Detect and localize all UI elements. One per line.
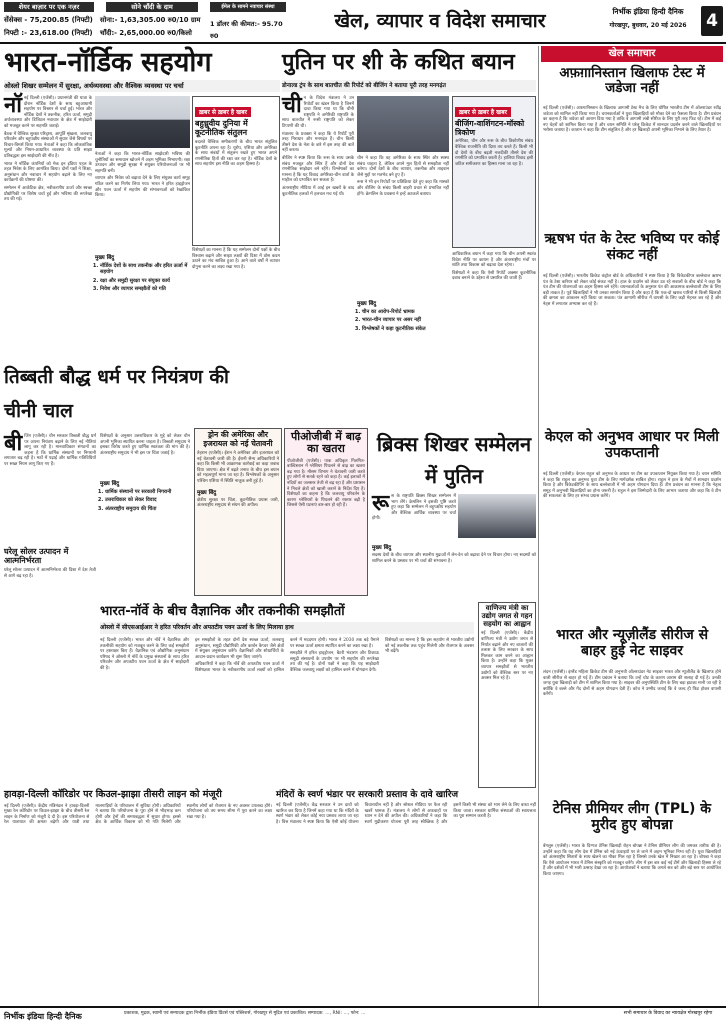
dron-points-body: क्षेत्रीय सुरक्षा पर चिंता, कूटनीतिक प्रयास जारी, अंतरराष्ट्रीय समुदाय से संयम की अपील।: [197, 497, 279, 509]
delhi-story: [4, 790, 272, 1000]
pujaiobi-headline: पीओजीबी में बाढ़ का खतरा: [290, 430, 362, 456]
lead-box-title: बहुध्रुवीय दुनिया में कूटनीतिक संतुलन: [195, 119, 248, 137]
masthead: [0, 0, 726, 44]
putin-explainer-box: [452, 96, 536, 248]
putin-points-title: मुख्य बिंदु: [357, 301, 377, 307]
sports-body-5: बेंगलुरु (एजेंसी)। भारत के दिग्गज टेनिस खिलाड़ी रोहन बोपन्ना ने टेनिस प्रीमियर लीग की जमकर तारीफ की है। उन्होंने कहा कि यह लीग देश में टेनिस को नई ऊंचाइयों पर ले जाने में अहम भूमिका निभा रही है। युवा खिलाड़ियों को अंतरराष्ट्रीय सितारों के साथ खेलने का मौका मिल रहा है जिससे उनके खेल में निखार आ रहा है। बोपन्ना ने कहा कि ऐसे आयोजन भारत में टेनिस संस्कृति को मजबूत करेंगे। लीग में इस बार कई नई टीमें और खिलाड़ी हिस्सा ले रहे हैं और दर्शकों में भी भारी उत्साह देखा जा रहा है। आयोजकों ने बताया कि अगले सत्र को और बड़े स्तर पर आयोजित किया जाएगा।: [543, 844, 722, 877]
brics-points-title: मुख्य बिंदु: [372, 545, 392, 551]
temple-headline: मंदिरों के स्वर्ण भंडार पर सरकारी प्रस्ताव के दावे खारिज: [276, 790, 459, 800]
footer-jurisdiction: सभी समाचार के विवाद का न्यायक्षेत्र गोरखपुर रहेगा: [623, 1011, 713, 1016]
putin-points-list: [357, 309, 449, 332]
lead-box-tag: ख़बर से ख़बर है खबर: [195, 107, 251, 117]
delhi-headline: हावड़ा-दिल्ली कॉरिडोर पर किउल-झाझा तीसरी लाइन को मंजूरी: [4, 789, 222, 800]
dateline: गोरखपुर, बुधवार, 20 मई 2026: [609, 22, 687, 29]
india-norway-headline: भारत-नॉर्वे के बीच वैज्ञानिक और तकनीकी समझौतों: [100, 604, 345, 619]
lead-explainer-box: [192, 96, 280, 246]
list-item: 1. चीन का आरोप-रिपोर्ट भ्रामक: [362, 309, 449, 315]
lead-body-2: नेताओं ने कहा कि भारत-नॉर्डिक साझेदारी भविष्य की चुनौतियों का समाधान खोजने में अहम भूमिका निभाएगी। रक्षा उत्पादन और समुद्री सुरक्षा में संयुक्त परियोजनाओं पर भी सहमति बनी। व्यापार और निवेश को बढ़ावा देने के लिए संयुक्त कार्य समूह गठित करने का निर्णय लिया गया। भारत ने हरित हाइड्रोजन और पवन ऊर्जा में सहयोग की संभावनाओं को रेखांकित किया।: [95, 152, 190, 199]
brics-photo: [458, 494, 536, 538]
dollar-price: 1 डॉलर की कीमत:- 95.70 रु0: [210, 20, 283, 40]
lead-headline: भारत-नॉर्डिक सहयोग: [4, 47, 212, 78]
list-item: 3. निवेश और व्यापार समझौतों को गति: [100, 286, 190, 292]
putin-points-box: [357, 296, 449, 354]
lead-box-body: बदलते वैश्विक समीकरणों के बीच भारत संतुलित कूटनीति अपना रहा है। यूरोप, एशिया और अमेरिका के साथ संबंधों में संतुलन रखते हुए भारत अपने रणनीतिक हितों की रक्षा कर रहा है। नॉर्डिक देशों के साथ सहयोग इस नीति का अहम हिस्सा है।: [195, 139, 277, 168]
section-title: खेल, व्यापार व विदेश समाचार: [334, 10, 546, 32]
sports-body-3: नई दिल्ली (एजेंसी)। केएल राहुल को अनुभव के आधार पर टीम का उपकप्तान नियुक्त किया गया है। चयन समिति ने कहा कि राहुल का अनुभव युवा टीम के लिए मार्गदर्शक साबित होगा। राहुल ने हाल के मैचों में शानदार प्रदर्शन किया है और विकेटकीपिंग के साथ बल्लेबाजी में भी अहम योगदान दिया है। टीम प्रबंधन का मानना है कि नेतृत्व समूह में अनुभवी खिलाड़ियों का होना जरूरी है। राहुल ने इस जिम्मेदारी के लिए आभार जताया और कहा कि वे टीम की सफलता के लिए हर संभव प्रयास करेंगे।: [543, 472, 721, 500]
putin-box-tag: ख़बर से ख़बर है खबर: [455, 107, 511, 117]
sports-headline-1: अफ़ग़ानिस्तान खिलाफ टेस्ट में जडेजा नहीं: [559, 65, 705, 97]
trade-headline: वाणिज्य मंत्री का उद्योग जगत से गहन सहयोग का आह्वान: [481, 604, 533, 628]
pujaiobi-body: पीओजीबी (एजेंसी)। पाक अधिकृत गिलगित-बाल्टिस्तान में ग्लेशियर पिघलने से बाढ़ का खतरा बढ़ गया है। मौसम विभाग ने चेतावनी जारी करते हुए लोगों से सतर्क रहने को कहा है। कई इलाकों में नदियों का जलस्तर तेजी से बढ़ रहा है और प्रशासन ने निचले क्षेत्रों को खाली कराने के निर्देश दिए हैं। विशेषज्ञों का कहना है कि जलवायु परिवर्तन के कारण ग्लेशियरों के पिघलने की रफ्तार बढ़ी है जिससे ऐसी घटनाएं बार-बार हो रही हैं।: [287, 458, 365, 509]
sports-body-2: नई दिल्ली (एजेंसी)। भारतीय क्रिकेट कंट्रोल बोर्ड के अधिकारियों ने स्पष्ट किया है कि विकेटकीपर बल्लेबाज ऋषभ पंत के टेस्ट करियर को लेकर कोई संकट नहीं है। हाल के प्रदर्शन को लेकर उठ रहे सवालों के बीच बोर्ड ने कहा कि पंत टीम की योजनाओं का अहम हिस्सा बने रहेंगे। चयनकर्ताओं के अनुसार पंत की आक्रामक बल्लेबाजी टीम के लिए बड़ी ताकत है। पूर्व खिलाड़ियों ने भी उनका समर्थन किया है और कहा है कि एक-दो खराब पारियों से किसी खिलाड़ी की क्षमता का आकलन नहीं किया जा सकता। पंत आगामी सीरीज में वापसी के लिए कड़ी मेहनत कर रहे हैं और नेट्स में लगातार अभ्यास कर रहे हैं।: [543, 274, 721, 307]
putin-body-1: चीन के विदेश मंत्रालय ने उन रिपोर्टों का खंडन किया है जिनमें दावा किया गया था कि चीनी राष्ट्रपति ने अमेरिकी राष्ट्रपति के साथ बातचीत में रूसी राष्ट्रपति को लेकर टिप्पणी की थी। मंत्रालय के प्रवक्ता ने कहा कि ये रिपोर्टें पूरी तरह निराधार और मनगढ़ंत हैं। चीन किसी तीसरे देश के नेता के बारे में इस तरह की बातें नहीं करता। बीजिंग ने स्पष्ट किया कि रूस के साथ उसके संबंध मजबूत और स्थिर हैं और दोनों देश रणनीतिक साझेदार बने रहेंगे। विश्लेषकों का मानना है कि यह विवाद अमेरिका-चीन वार्ता के माहौल को प्रभावित कर सकता है। अंतरराष्ट्रीय मीडिया में आई इन खबरों के बाद कूटनीतिक हलकों में हलचल मच गई थी।: [282, 92, 354, 197]
putin-box-body: अमेरिका, चीन और रूस के बीच त्रिकोणीय संबंध वैश्विक राजनीति की दिशा तय करते हैं। किसी भी दो देशों के बीच बढ़ती नजदीकी तीसरे देश की रणनीति को प्रभावित करती है। हालिया विवाद इसी जटिल समीकरण का हिस्सा माना जा रहा है।: [455, 139, 533, 167]
lead-points-list: [95, 263, 190, 293]
india-norway-subheadline: ओस्लो में सीएसआईआर ने हरित परिवर्तन और अपतटीय पवन ऊर्जा के लिए मिलाया हाथ: [100, 622, 474, 634]
brics-points-box: [372, 540, 536, 596]
sports-headline-3: केएल को अनुभव आधार पर मिली उपकप्तानी: [545, 429, 719, 461]
brics-points-body: सदस्य देशों के बीच व्यापार और स्थानीय मुद्राओं में लेन-देन को बढ़ावा देने पर विचार होगा। नए सदस्यों को शामिल करने के प्रस्ताव पर भी चर्चा की संभावना है।: [372, 553, 536, 564]
list-item: 3. विश्लेषकों ने कहा कूटनीतिक संकेत: [362, 326, 449, 332]
paper-name: निर्भीक इंडिया हिन्दी दैनिक: [612, 7, 684, 16]
sensex-value: सेंसेक्स - 75,200.85 (निफ्टी): [4, 16, 93, 24]
epaper-title: ईमेल के सामने नवाचार संस्था: [210, 2, 286, 12]
dron-points-title: मुख्य बिंदु: [197, 489, 217, 496]
solar-story: [4, 548, 96, 608]
delhi-body: नई दिल्ली (एजेंसी)। केंद्रीय मंत्रिमंडल ने हावड़ा-दिल्ली मुख्य रेल कॉरिडोर पर किउल-झाझा के बीच तीसरी रेल लाइन के निर्माण को मंजूरी दे दी है। इस परियोजना से रेल यातायात की क्षमता बढ़ेगी और यात्री तथा मालगाड़ियों के परिचालन में सुविधा होगी। अधिकारियों ने बताया कि परियोजना के पूरा होने से भीड़भाड़ कम होगी और ट्रेनों की समयबद्धता में सुधार होगा। इससे क्षेत्र के आर्थिक विकास को भी गति मिलेगी और स्थानीय लोगों को रोजगार के नए अवसर उपलब्ध होंगे। परियोजना को तय समय सीमा में पूरा करने का लक्ष्य रखा गया है।: [4, 803, 272, 826]
sports-body-4: लंदन (एजेंसी)। इंग्लैंड महिला क्रिकेट टीम की अनुभवी ऑलराउंडर नेट साइवर भारत और न्यूजीलैंड के खिलाफ होने वाली सीरीज से बाहर हो गई हैं। टीम प्रबंधन ने बताया कि उन्हें चोट के कारण आराम की सलाह दी गई है। उनकी जगह युवा खिलाड़ी को टीम में शामिल किया गया है। साइवर की अनुपस्थिति टीम के लिए बड़ा झटका मानी जा रही है क्योंकि वे बल्ले और गेंद दोनों से अहम योगदान देती हैं। कोच ने उम्मीद जताई कि वे जल्द ही फिट होकर वापसी करेंगी।: [543, 670, 722, 698]
silver-price: चाँदी:- 2,65,000.00 रु0/किलो: [100, 29, 192, 37]
list-item: 3. अंतरराष्ट्रीय समुदाय की चिंता: [105, 506, 190, 512]
tibet-points-title: मुख्य बिंदु: [100, 481, 120, 487]
pujaiobi-box: [284, 428, 368, 596]
brics-body-1: रूस के राष्ट्रपति ब्रिक्स शिखर सम्मेलन में भाग लेंगे। क्रेमलिन ने इसकी पुष्टि करते हुए कहा कि सम्मेलन में बहुपक्षीय सहयोग और वैश्विक आर्थिक व्यवस्था पर चर्चा होगी।: [372, 490, 456, 522]
putin-headline: पुतिन पर शी के कथित बयान: [282, 50, 515, 75]
page-number: 4: [701, 6, 723, 36]
brics-headline: ब्रिक्स शिखर सम्मेलन में पुतिन: [376, 432, 532, 488]
gold-title: सोने चाँदी के दाम: [106, 2, 198, 12]
tibet-body-2: विशेषज्ञों के अनुसार उत्तराधिकार के मुद्दे को लेकर चीन अपनी भूमिका स्थापित करना चाहता है। तिब्बती समुदाय ने इसका विरोध करते हुए धार्मिक स्वतंत्रता की मांग की है। अंतरराष्ट्रीय समुदाय ने भी इस पर चिंता जताई है।: [100, 434, 190, 456]
lead-summit-photo: [95, 96, 190, 148]
list-item: 2. भारत-चीन व्यापार पर असर नहीं: [362, 317, 449, 323]
sports-headline-5: टेनिस प्रीमियर लीग (TPL) के मुरीद हुए बोपन्ना: [552, 801, 712, 833]
sports-headline-4: भारत और न्यूज़ीलैंड सीरीज से बाहर हुई नेट साइवर: [555, 627, 709, 659]
footer: [0, 1006, 726, 1024]
gold-price: सोना:- 1,63,305.00 रु0/10 ग्राम: [100, 16, 201, 24]
solar-body: घरेलू सोलर उत्पादन में आत्मनिर्भरता की दिशा में देश तेजी से आगे बढ़ रहा है।: [4, 567, 96, 579]
dron-body: तेहरान (एजेंसी)। ईरान ने अमेरिका और इजरायल को नई चेतावनी जारी की है। ईरानी सैन्य अधिकारियों ने कहा कि किसी भी आक्रामक कार्रवाई का कड़ा जवाब दिया जाएगा। क्षेत्र में बढ़ते तनाव के बीच इस बयान को महत्वपूर्ण माना जा रहा है। विश्लेषकों के अनुसार पश्चिम एशिया में स्थिति नाजुक बनी हुई है।: [197, 451, 279, 484]
trade-body: नई दिल्ली (एजेंसी)। केंद्रीय वाणिज्य मंत्री ने उद्योग जगत से निर्यात बढ़ाने और नए बाजारों की तलाश के लिए सरकार के साथ मिलकर काम करने का आह्वान किया है। उन्होंने कहा कि मुक्त व्यापार समझौतों से भारतीय उद्योगों को वैश्विक स्तर पर नए अवसर मिल रहे हैं।: [481, 631, 533, 682]
lead-points-box: [95, 250, 190, 354]
sports-column: [538, 46, 724, 1006]
tibet-points-list: [100, 489, 190, 512]
solar-headline: घरेलू सोलर उत्पादन में आत्मनिर्भरता: [4, 547, 69, 565]
lead-body-3: विशेषज्ञों का मानना है कि यह सम्मेलन दोनों पक्षों के बीच विश्वास बढ़ाने और साझा लक्ष्यों की दिशा में ठोस कदम उठाने का मंच साबित हुआ है। आने वाले वर्षों में व्यापार दोगुना करने का लक्ष्य रखा गया है।: [192, 248, 280, 270]
india-norway-body: नई दिल्ली (एजेंसी)। भारत और नॉर्वे ने वैज्ञानिक और तकनीकी सहयोग को मजबूत करने के लिए कई समझौतों पर हस्ताक्षर किए हैं। वैज्ञानिक एवं औद्योगिक अनुसंधान परिषद ने ओस्लो में नॉर्वे के प्रमुख संस्थानों के साथ हरित परिवर्तन और अपतटीय पवन ऊर्जा के क्षेत्र में साझेदारी की है। इन समझौतों के तहत दोनों देश स्वच्छ ऊर्जा, जलवायु अनुसंधान, समुद्री प्रौद्योगिकी और कार्बन कैप्चर जैसे क्षेत्रों में संयुक्त अनुसंधान करेंगे। वैज्ञानिकों और शोधार्थियों के आदान-प्रदान कार्यक्रम भी शुरू किए जाएंगे। अधिकारियों ने कहा कि नॉर्वे की अपतटीय पवन ऊर्जा में विशेषज्ञता भारत के नवीकरणीय ऊर्जा लक्ष्यों को हासिल करने में मददगार होगी। भारत ने 2030 तक बड़े पैमाने पर स्वच्छ ऊर्जा क्षमता स्थापित करने का लक्ष्य रखा है। समझौते में हरित हाइड्रोजन, बैटरी भंडारण और टिकाऊ समुद्री संसाधनों के उपयोग पर भी सहयोग की रूपरेखा तय की गई है। दोनों पक्षों ने कहा कि यह साझेदारी वैश्विक जलवायु लक्ष्यों को हासिल करने में योगदान देगी। विशेषज्ञों का मानना है कि इस सहयोग से भारतीय उद्योगों को नई तकनीक तक पहुंच मिलेगी और रोजगार के अवसर भी बढ़ेंगे।: [100, 638, 474, 673]
sports-headline-2: ऋषभ पंत के टेस्ट भविष्य पर कोई संकट नहीं: [544, 231, 720, 263]
sports-header: खेल समाचार: [541, 46, 723, 62]
trade-box: [478, 602, 536, 788]
lead-body-1: नॉनई दिल्ली (एजेंसी)। प्रधानमंत्री की यात्रा के दौरान नॉर्डिक देशों के साथ बहुआयामी सहयोग पर विस्तार से चर्चा हुई। भारत और नॉर्डिक देशों ने तकनीक, हरित ऊर्जा, समुद्री अर्थव्यवस्था और डिजिटल नवाचार के क्षेत्र में साझेदारी को मजबूत करने पर सहमति जताई। बैठक में वैश्विक सुरक्षा परिदृश्य, आपूर्ति श्रृंखला, जलवायु परिवर्तन और बहुपक्षीय संस्थाओं में सुधार जैसे विषयों पर विचार-विमर्श किया गया। नेताओं ने कहा कि लोकतांत्रिक मूल्यों और नियम-आधारित व्यवस्था के प्रति साझा प्रतिबद्धता इस साझेदारी की नींव है। भारत ने नॉर्डिक कंपनियों को मेक इन इंडिया पहल के तहत निवेश के लिए आमंत्रित किया। दोनों पक्षों ने शिक्षा, अनुसंधान और नवाचार में सहयोग बढ़ाने के लिए नए कार्यक्रमों की घोषणा की। सम्मेलन में आर्कटिक क्षेत्र, नवीकरणीय ऊर्जा और स्वच्छ प्रौद्योगिकी पर विशेष चर्चा हुई और भविष्य की रूपरेखा तय की गई।: [4, 92, 92, 203]
list-item: 2. रक्षा और समुद्री सुरक्षा पर संयुक्त कार्य: [100, 278, 190, 284]
tibet-body-1: बीजिंग (एजेंसी)। चीन सरकार तिब्बती बौद्ध धर्म पर अपना नियंत्रण बढ़ाने के लिए नई नीतियां लागू कर रही है। मानवाधिकार संगठनों का कहना है कि धार्मिक संस्थानों पर निगरानी लगातार बढ़ रही है। मठों में पढ़ाई और धार्मिक गतिविधियों पर सख्त नियम लागू किए गए हैं।: [4, 430, 96, 467]
temple-body: नई दिल्ली (एजेंसी)। केंद्र सरकार ने उन दावों को खारिज कर दिया है जिनमें कहा गया था कि मंदिरों के स्वर्ण भंडार को लेकर कोई नया प्रस्ताव लाया जा रहा है। वित्त मंत्रालय ने स्पष्ट किया कि ऐसी कोई योजना विचाराधीन नहीं है और सोशल मीडिया पर फैल रही खबरें भ्रामक हैं। मंत्रालय ने लोगों से अफवाहों पर ध्यान न देने की अपील की। अधिकारियों ने कहा कि स्वर्ण मुद्रीकरण योजना पूरी तरह स्वैच्छिक है और इसमें किसी भी संस्था को भाग लेने के लिए बाध्य नहीं किया जाता। सरकार धार्मिक संस्थाओं की स्वायत्तता का पूरा सम्मान करती है।: [276, 803, 536, 825]
dron-headline: ड्रोन की अमेरिका और इजरायल को नई चेतावनी: [203, 430, 273, 448]
tibet-points-box: [100, 476, 190, 546]
temple-story: [276, 790, 536, 1000]
putin-body-3: आधिकारिक बयान में कहा गया कि चीन अपनी स्वतंत्र विदेश नीति पर कायम है और अंतरराष्ट्रीय मंचों पर शांति तथा विकास को बढ़ावा देता रहेगा। विशेषज्ञों ने कहा कि ऐसी रिपोर्टें अक्सर कूटनीतिक दबाव बनाने के उद्देश्य से प्रसारित की जाती हैं।: [452, 252, 536, 282]
sports-body-1: नई दिल्ली (एजेंसी)। अफगानिस्तान के खिलाफ आगामी टेस्ट मैच के लिए घोषित भारतीय टीम में ऑलराउंडर रवींद्र जडेजा को शामिल नहीं किया गया है। चयनकर्ताओं ने युवा खिलाड़ियों को मौका देने का फैसला किया है। टीम प्रबंधन का कहना है कि जडेजा को आराम दिया गया है ताकि वे आगामी लंबी सीरीज के लिए पूरी तरह फिट रहें। टीम में कई नए चेहरों को शामिल किया गया है और चयन समिति ने घरेलू क्रिकेट में शानदार प्रदर्शन करने वाले खिलाड़ियों पर भरोसा जताया है। कप्तान ने कहा कि टीम संतुलित है और हर खिलाड़ी अपनी भूमिका निभाने के लिए तैयार है।: [543, 106, 721, 134]
footer-imprint: प्रकाशक, मुद्रक, स्वामी एवं सम्पादक द्वारा निर्भीक इंडिया प्रिंटर्स एवं पब्लिशर्स, गोरखपुर से मुद्रित एवं प्रकाशित। सम्पादक: ..., RNI: ..., फोन: ...: [124, 1011, 366, 1016]
masthead-rule: [0, 42, 726, 44]
lead-points-title: मुख्य बिंदु: [95, 255, 115, 261]
list-item: 2. उत्तराधिकार को लेकर विवाद: [105, 497, 190, 503]
putin-body-2: चीन ने कहा कि वह अमेरिका के साथ स्थिर और स्वस्थ संबंध चाहता है, लेकिन अपने मूल हितों से समझौता नहीं करेगा। दोनों देशों के बीच व्यापार, तकनीक और ताइवान जैसे मुद्दों पर मतभेद बने हुए हैं। रूस ने भी इन रिपोर्टों पर प्रतिक्रिया देते हुए कहा कि मास्को और बीजिंग के संबंध किसी बाहरी प्रचार से प्रभावित नहीं होंगे। क्रेमलिन के प्रवक्ता ने इन्हें अटकलें बताया।: [357, 156, 449, 197]
market-title: शेयर बाज़ार पर एक नज़र: [4, 2, 94, 12]
tibet-headline: तिब्बती बौद्ध धर्म पर नियंत्रण की चीनी चाल: [4, 366, 229, 422]
putin-xi-photo: [357, 96, 449, 152]
list-item: 1. नॉर्डिक देशों के साथ तकनीक और हरित ऊर्जा में सहयोग: [100, 263, 190, 276]
putin-subheadline: डोनाल्ड ट्रंप के साथ बातचीत की रिपोर्ट को बीजिंग ने बताया पूरी तरह मनगढ़ंत: [282, 80, 536, 92]
lead-subheadline: ओस्लो शिखर सम्मेलन में सुरक्षा, अर्थव्यवस्था और वैश्विक व्यवस्था पर चर्चा: [4, 80, 280, 92]
putin-box-title: बीजिंग-वाशिंगटन-मॉस्को त्रिकोण: [455, 119, 525, 137]
footer-brand: निर्भीक इंडिया हिन्दी दैनिक: [4, 1012, 82, 1021]
dron-box: [194, 428, 282, 596]
list-item: 1. धार्मिक संस्थानों पर सरकारी निगरानी: [105, 489, 190, 495]
nifty-value: निफ्टी :- 23,618.00 (निफ्टी): [4, 29, 93, 37]
